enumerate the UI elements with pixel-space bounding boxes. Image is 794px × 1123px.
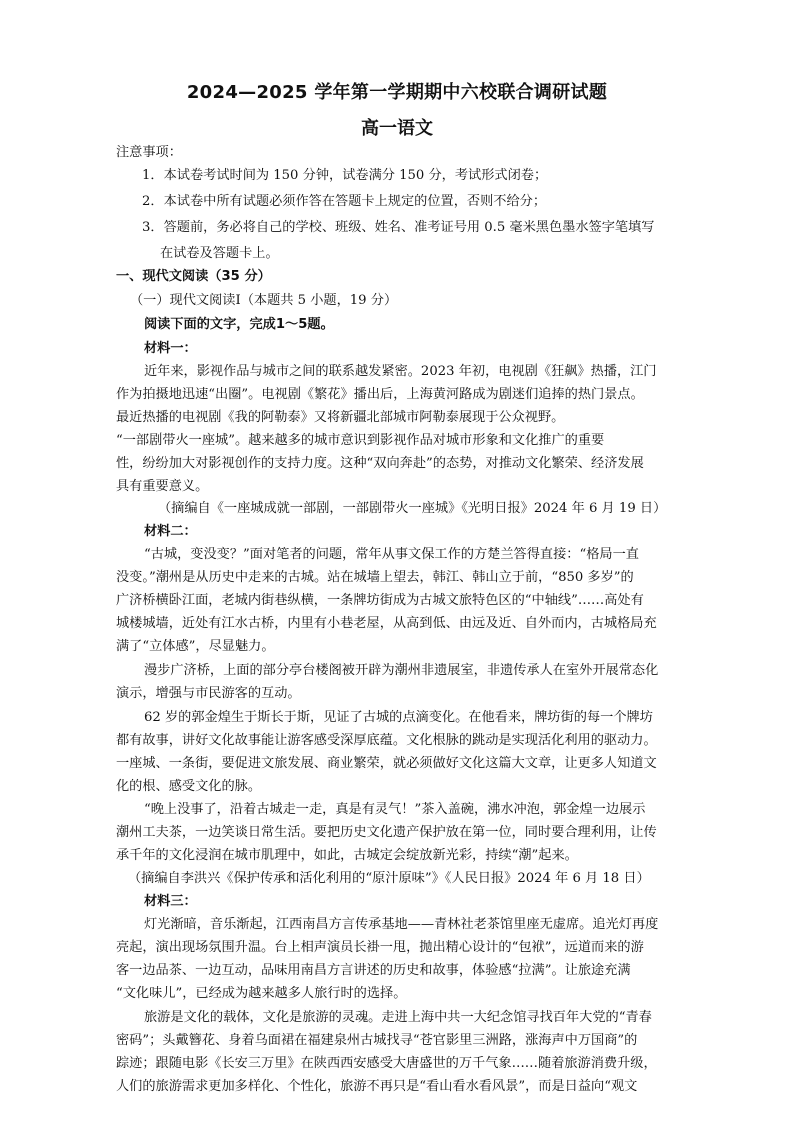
- paragraph-line: 演示，增强与市民游客的互动。: [116, 686, 301, 701]
- paragraph-line: 化的根、感受文化的脉。: [116, 779, 262, 794]
- paragraph-line: 密码”；头戴簪花、身着乌面裙在福建泉州古城找寻“苍官影里三洲路，涨海声中万国商”的: [116, 1033, 638, 1048]
- paragraph-line: 客一边品茶、一边互动，品味用南昌方言讲述的历史和故事，体验感“拉满”。让旅途充满: [116, 963, 631, 978]
- exam-subtitle: 高一语文: [361, 118, 433, 139]
- paragraph-line: 62 岁的郭金煌生于斯长于斯，见证了古城的点滴变化。在他看来，牌坊街的每一个牌坊: [144, 710, 653, 725]
- paragraph-line: “文化味儿”，已经成为越来越多人旅行时的选择。: [116, 986, 407, 1001]
- source-citation: （摘编自李洪兴《保护传承和活化利用的“原汁原味”》《人民日报》2024 年 6 月 18 日）: [128, 871, 650, 886]
- section-heading: 一、现代文阅读（35 分）: [116, 269, 271, 284]
- paragraph-line: 作为拍摄地迅速“出圈”。电视剧《繁花》播出后，上海黄河路成为剧迷们追捧的热门景点。: [116, 387, 644, 402]
- paragraph-line: 漫步广济桥，上面的部分亭台楼阁被开辟为潮州非遗展室，非遗传承人在室外开展常态化: [144, 663, 659, 678]
- paragraph-line: 一座城、一条街，要促进文旅发展、商业繁荣，就必须做好文化这篇大文章，让更多人知道文: [116, 756, 657, 771]
- paragraph-line: 人们的旅游需求更加多样化、个性化，旅游不再只是“看山看水看风景”，而是日益向“观文: [116, 1079, 638, 1094]
- notice-item: 3．答题前，务必将自己的学校、班级、姓名、准考证号用 0.5 毫米黑色墨水签字笔填写: [142, 220, 655, 235]
- paragraph-line: 广济桥横卧江面，老城内街巷纵横，一条牌坊街成为古城文旅特色区的“中轴线”……高处有: [116, 593, 644, 608]
- paragraph-line: 没变。”潮州是从历史中走来的古城。站在城墙上望去，韩江、韩山立于前，“850 多岁”的: [116, 570, 634, 585]
- notice-item: 2．本试卷中所有试题必须作答在答题卡上规定的位置，否则不给分；: [142, 194, 547, 209]
- notice-item: 1．本试卷考试时间为 150 分钟，试卷满分 150 分，考试形式闭卷；: [142, 168, 548, 183]
- paragraph-line: 城楼城墙，近处有江水古桥，内里有小巷老屋，从高到低、由远及近、自外而内，古城格局充: [116, 616, 657, 631]
- reading-instruction: 阅读下面的文字，完成1～5题。: [144, 317, 334, 332]
- paragraph-line: 旅游是文化的载体，文化是旅游的灵魂。走进上海中共一大纪念馆寻找百年大党的“青春: [144, 1010, 652, 1025]
- paragraph-line: 灯光渐暗，音乐渐起，江西南昌方言传承基地——青林社老茶馆里座无虚席。追光灯再度: [144, 917, 659, 932]
- paragraph-line: 亮起，演出现场氛围升温。台上相声演员长褂一甩，抛出精心设计的“包袱”，远道而来的游: [116, 940, 644, 955]
- paragraph-line: 近年来，影视作品与城市之间的联系越发紧密。2023 年初，电视剧《狂飙》热播，江门: [144, 364, 657, 379]
- material-label: 材料三：: [144, 894, 197, 909]
- paragraph-line: 具有重要意义。: [116, 479, 209, 494]
- material-label: 材料一：: [144, 341, 197, 356]
- exam-title: 2024—2025 学年第一学期期中六校联合调研试题: [186, 82, 608, 103]
- paragraph-line: 满了“立体感”，尽显魅力。: [116, 639, 275, 654]
- paragraph-line: “古城，变没变？”面对笔者的问题，常年从事文保工作的方楚兰答得直接：“格局一直: [144, 547, 639, 562]
- subsection-heading: （一）现代文阅读Ⅰ（本题共 5 小题，19 分）: [130, 293, 398, 308]
- paragraph-line: 都有故事，讲好文化故事能让游客感受深厚底蕴。文化根脉的跳动是实现活化利用的驱动力。: [116, 733, 657, 748]
- paragraph-line: 最近热播的电视剧《我的阿勒泰》又将新疆北部城市阿勒泰展现于公众视野。: [116, 410, 565, 425]
- paragraph-line: 性，纷纷加大对影视创作的支持力度。这种“双向奔赴”的态势，对推动文化繁荣、经济发展: [116, 456, 644, 471]
- paragraph-line: 踪迹；跟随电影《长安三万里》在陕西西安感受大唐盛世的万千气象……随着旅游消费升级，: [116, 1056, 657, 1071]
- source-citation: （摘编自《一座城成就一部剧，一部剧带火一座城》《光明日报》2024 年 6 月 19 日）: [158, 501, 667, 516]
- paragraph-line: “晚上没事了，沿着古城走一走，真是有灵气！”茶入盖碗，沸水冲泡，郭金煌一边展示: [144, 802, 646, 817]
- paragraph-line: 潮州工夫茶，一边笑谈日常生活。要把历史文化遗产保护放在第一位，同时要合理利用，让传: [116, 825, 657, 840]
- material-label: 材料二：: [144, 524, 197, 539]
- paragraph-line: “一部剧带火一座城”。越来越多的城市意识到影视作品对城市形象和文化推广的重要: [116, 433, 605, 448]
- notice-item: 在试卷及答题卡上。: [160, 246, 279, 261]
- notice-heading: 注意事项：: [116, 145, 182, 160]
- paragraph-line: 承千年的文化浸润在城市肌理中，如此，古城定会绽放新光彩，持续“潮”起来。: [116, 848, 578, 863]
